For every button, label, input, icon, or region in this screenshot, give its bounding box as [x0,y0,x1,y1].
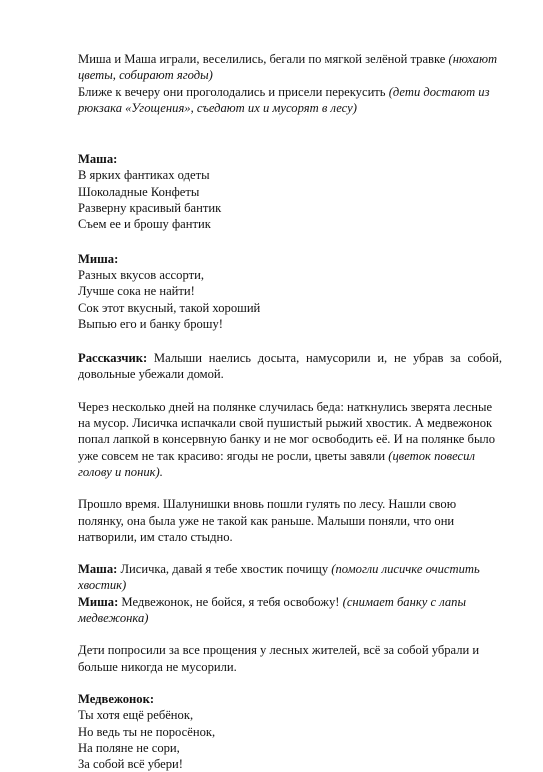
verse-line: Выпью его и банку брошу! [78,316,223,331]
stage-direction: (дети достают из рюкзака «Угощения», съедают их и мусорят в лесу) [78,84,490,115]
verse-line: За собой всё убери! [78,757,183,772]
apology-text: Дети попросили за все прощения у лесных жителей, всё за собой убрали и больше никогда не мусорили. [78,643,480,674]
misha-verse [78,251,502,332]
spacer [78,480,502,496]
trouble-paragraph [78,399,502,480]
time-passed-text: Прошло время. Шалунишки вновь пошли гулять по лесу. Нашли свою полянку, она была уже не такой как раньше. Малыши поняли, что они натворили, им стало стыдно. [78,497,457,544]
stage-direction: (цветок повесил голову и поник). [78,448,475,479]
masha-speech: Лисичка, давай я тебе хвостик почищу [117,562,332,577]
misha-speech: Медвежонок, не бойся, я тебя освобожу! [118,594,343,609]
verse-line: В ярких фантиках одеты [78,168,210,183]
intro-text-2: Ближе к вечеру они проголодались и присели перекусить [78,84,389,99]
speaker-label: Миша: [78,594,119,609]
masha-line [78,561,502,594]
trouble-text: Через несколько дней на полянке случилась беда: наткнулись зверята лесные на мусор. Лисичка испачкали свой пушистый рыжий хвостик. А медвежонок попал лапкой в консервную банку и не мог освободить её. И на полянке было уже совсем не так красиво: ягоды не росли, цветы завяли [78,399,495,463]
verse-line: Разверну красивый бантик [78,201,222,216]
misha-line [78,594,502,627]
verse-line: Лучше сока не найти! [78,284,195,299]
intro-paragraph-1 [78,51,502,84]
speaker-label: Маша: [78,152,118,167]
speaker-label: Медвежонок: [78,691,155,706]
spacer [78,233,502,251]
masha-verse [78,151,502,232]
speaker-label: Рассказчик: [78,351,148,366]
verse-line: Сок этот вкусный, такой хороший [78,300,261,315]
spacer [78,332,502,350]
speaker-label: Маша: [78,562,118,577]
apology-paragraph [78,642,502,675]
narrator-paragraph [78,350,502,383]
narrator-text: Малыши наелись досыта, намусорили и, не убрав за собой, довольные убежали домой. [78,351,502,382]
stage-direction: (помогли лисичке очистить хвостик) [78,562,480,593]
spacer [78,383,502,399]
verse-line: Ты хотя ещё ребёнок, [78,708,194,723]
stage-direction: (нюхают цветы, собирают ягоды) [78,52,498,83]
stage-direction: (снимает банку с лапы медвежонка) [78,594,466,626]
spacer [78,626,502,642]
time-passed-paragraph [78,496,502,545]
spacer [78,116,502,151]
spacer [78,545,502,561]
bear-verse [78,691,502,772]
verse-line: На поляне не сори, [78,740,180,755]
spacer [78,675,502,691]
verse-line: Разных вкусов ассорти, [78,267,204,282]
verse-line: Шоколадные Конфеты [78,184,200,199]
speaker-label: Миша: [78,251,119,266]
verse-line: Но ведь ты не поросёнок, [78,724,216,739]
verse-line: Съем ее и брошу фантик [78,217,211,232]
intro-paragraph-2 [78,84,502,117]
intro-text-1: Миша и Маша играли, веселились, бегали по мягкой зелёной травке [78,52,449,66]
document-body [78,51,502,772]
